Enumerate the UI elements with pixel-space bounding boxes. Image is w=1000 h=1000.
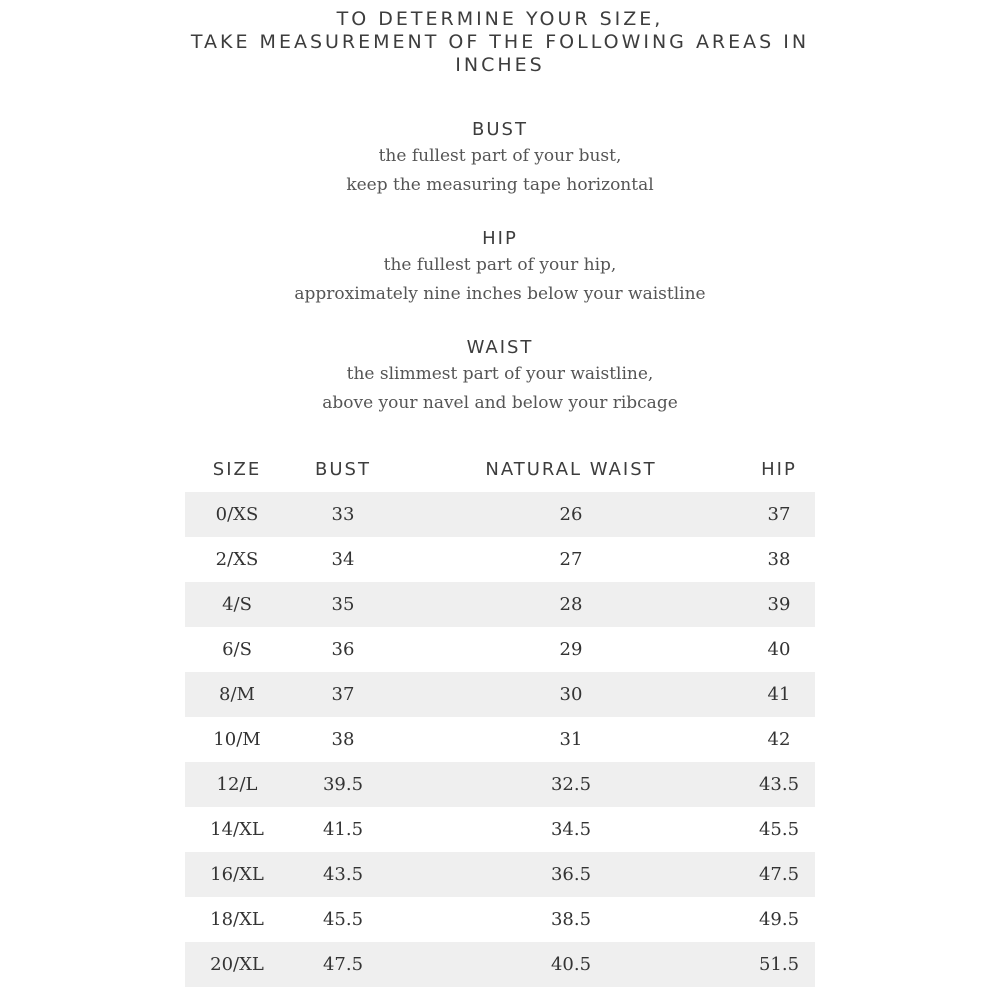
- cell-hip: 51.5: [758, 954, 800, 975]
- cell-size: 16/XL: [210, 864, 264, 885]
- cell-size: 2/XS: [215, 549, 259, 570]
- table-row: [185, 807, 815, 852]
- cell-natural-waist: 32.5: [550, 774, 592, 795]
- cell-bust: 37: [331, 684, 355, 705]
- header-natural-waist: NATURAL WAIST: [485, 459, 657, 480]
- cell-hip: 49.5: [758, 909, 800, 930]
- cell-size: 12/L: [216, 774, 258, 795]
- cell-natural-waist: 40.5: [550, 954, 592, 975]
- cell-natural-waist: 30: [559, 684, 583, 705]
- cell-natural-waist: 36.5: [550, 864, 592, 885]
- heading-line: INCHES: [455, 54, 545, 76]
- header-size: SIZE: [212, 459, 262, 480]
- bust-section: [0, 118, 1000, 200]
- cell-size: 4/S: [222, 594, 252, 615]
- bust-description-line: keep the measuring tape horizontal: [346, 175, 654, 195]
- cell-natural-waist: 29: [559, 639, 583, 660]
- hip-description-line: approximately nine inches below your waistline: [294, 284, 706, 304]
- table-row: [185, 942, 815, 987]
- table-body: [185, 492, 815, 987]
- header-hip: HIP: [761, 459, 797, 480]
- cell-natural-waist: 38.5: [550, 909, 592, 930]
- bust-title: BUST: [472, 119, 528, 140]
- cell-size: 0/XS: [215, 504, 259, 525]
- cell-bust: 39.5: [322, 774, 364, 795]
- cell-hip: 37: [767, 504, 791, 525]
- hip-description-line: the fullest part of your hip,: [383, 255, 617, 275]
- cell-natural-waist: 28: [559, 594, 583, 615]
- hip-section: [0, 227, 1000, 309]
- table-row: [185, 492, 815, 537]
- cell-bust: 33: [331, 504, 355, 525]
- cell-hip: 47.5: [758, 864, 800, 885]
- cell-size: 14/XL: [210, 819, 264, 840]
- cell-bust: 38: [331, 729, 355, 750]
- page-heading: [0, 8, 1000, 77]
- waist-title: WAIST: [466, 337, 534, 358]
- cell-bust: 45.5: [322, 909, 364, 930]
- size-chart-table: [185, 449, 815, 987]
- cell-size: 6/S: [222, 639, 252, 660]
- bust-description-line: the fullest part of your bust,: [378, 146, 622, 166]
- cell-bust: 43.5: [322, 864, 364, 885]
- cell-size: 18/XL: [210, 909, 264, 930]
- table-row: [185, 852, 815, 897]
- cell-bust: 47.5: [322, 954, 364, 975]
- table-row: [185, 897, 815, 942]
- cell-bust: 36: [331, 639, 355, 660]
- waist-description-line: the slimmest part of your waistline,: [346, 364, 654, 384]
- waist-section: [0, 336, 1000, 418]
- cell-natural-waist: 31: [559, 729, 583, 750]
- header-bust: BUST: [315, 459, 371, 480]
- cell-natural-waist: 34.5: [550, 819, 592, 840]
- table-row: [185, 582, 815, 627]
- cell-size: 8/M: [219, 684, 255, 705]
- cell-bust: 35: [331, 594, 355, 615]
- cell-size: 10/M: [213, 729, 261, 750]
- cell-hip: 41: [767, 684, 791, 705]
- heading-line: TAKE MEASUREMENT OF THE FOLLOWING AREAS IN: [190, 31, 810, 53]
- cell-hip: 43.5: [758, 774, 800, 795]
- table-row: [185, 627, 815, 672]
- table-row: [185, 717, 815, 762]
- table-row: [185, 537, 815, 582]
- cell-hip: 42: [767, 729, 791, 750]
- cell-natural-waist: 27: [559, 549, 583, 570]
- cell-natural-waist: 26: [559, 504, 583, 525]
- cell-bust: 41.5: [322, 819, 364, 840]
- table-row: [185, 672, 815, 717]
- waist-description-line: above your navel and below your ribcage: [322, 393, 678, 413]
- cell-size: 20/XL: [210, 954, 264, 975]
- table-row: [185, 762, 815, 807]
- cell-hip: 45.5: [758, 819, 800, 840]
- hip-title: HIP: [482, 228, 518, 249]
- table-header-row: [185, 449, 815, 492]
- cell-bust: 34: [331, 549, 355, 570]
- cell-hip: 40: [767, 639, 791, 660]
- cell-hip: 38: [767, 549, 791, 570]
- cell-hip: 39: [767, 594, 791, 615]
- heading-line: TO DETERMINE YOUR SIZE,: [336, 8, 664, 30]
